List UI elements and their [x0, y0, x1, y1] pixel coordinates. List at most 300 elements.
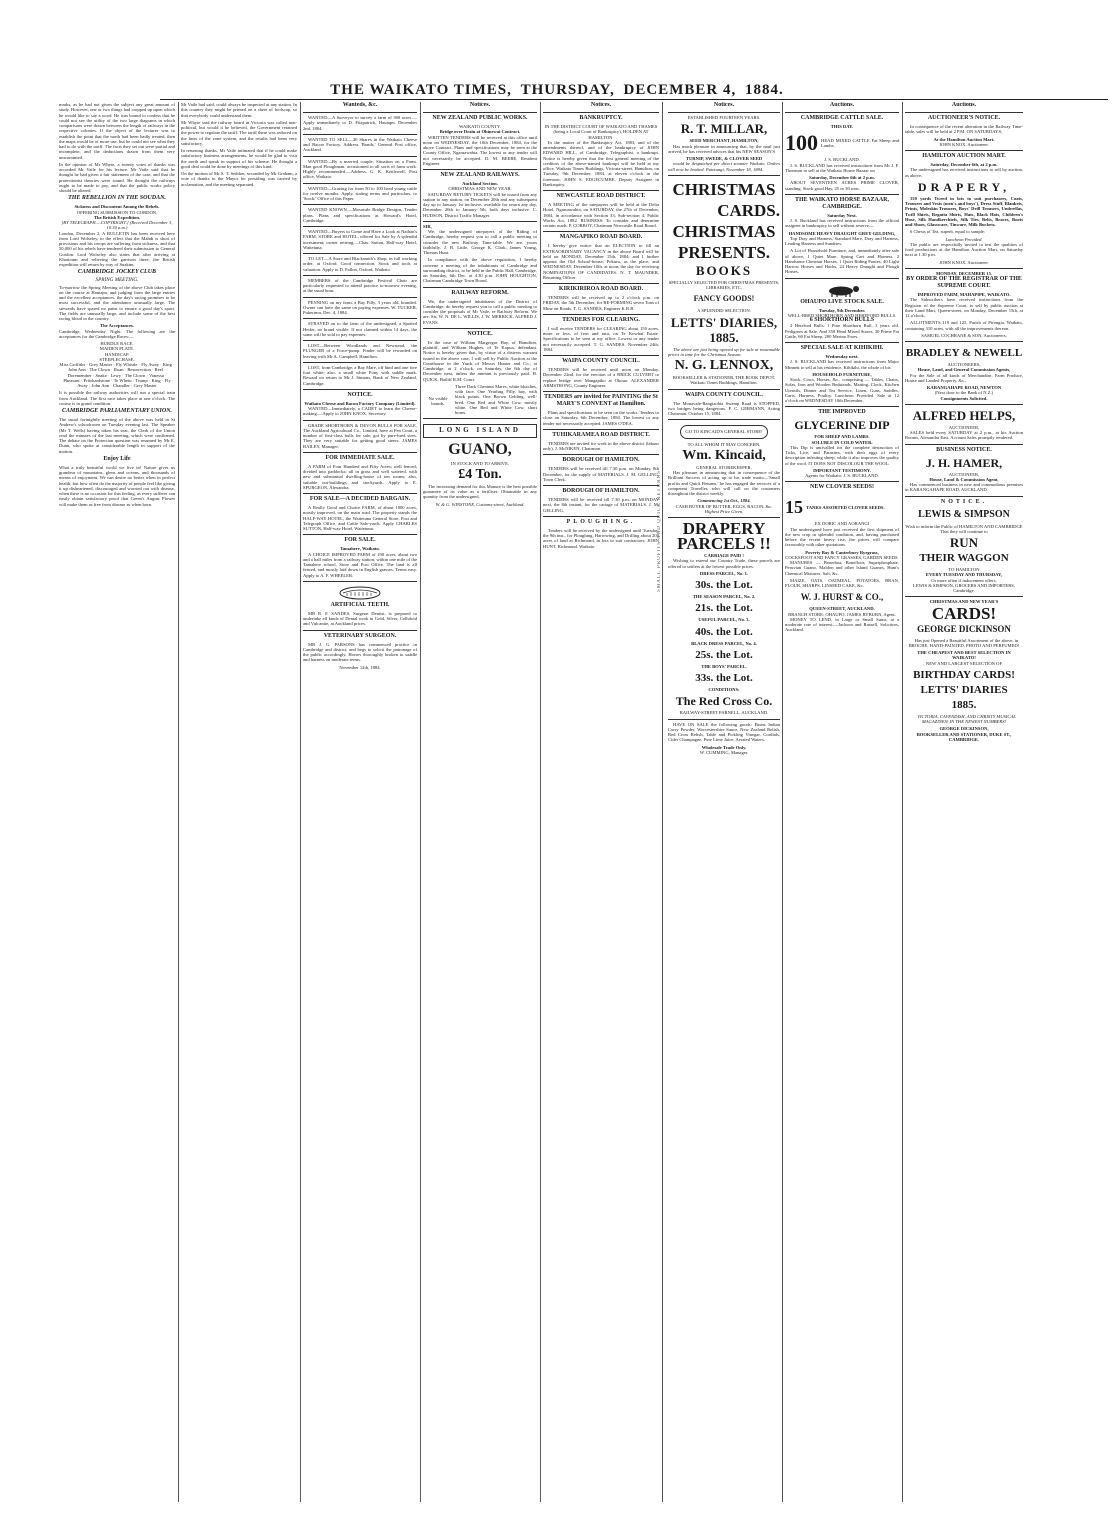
guano-ad — [423, 418, 537, 507]
ad-text: TENDERS are invited for work in the above district (labour only). J. McNIKEN, Chairman. — [543, 440, 659, 451]
dentures-icon — [337, 586, 383, 600]
race-title: HANDICAP. — [104, 351, 130, 357]
ad-heading: LONG ISLAND — [439, 426, 521, 435]
article-subheadline: OFFERING SUBMISSION TO GORDON. — [76, 209, 158, 215]
ad-text: MONEY TO LEND, in Large or Small Sums, at a moderate rate of interest.—Jackson and Russell, Solicitors, Auckland. — [785, 616, 899, 633]
guano-banner — [423, 424, 537, 437]
tanks-count: 15 — [785, 497, 803, 518]
ad-subheading: At the Hamilton Auction Mart. — [933, 136, 995, 142]
ad-heading: NOTICE. — [347, 391, 373, 398]
ad-heading: AUCTIONEER'S NOTICE. — [927, 115, 1001, 121]
ad-text: Tenders will be received by the undersigned until Tuesday, the 9th inst., for Ploughing, Harrowing, and Drilling about 200 acres of land at Richmond, in lots to suit contractors. JOHN HUNT, Richmond, Waikato. — [543, 527, 659, 549]
ad-text: LOST, from Cambridge, a Bay Mare, off hind and one fore foot white; also, a small white Pony with saddle mark. Reward on return to Mr J. Simons, Bank of New Zealand, Cambridge. — [303, 364, 417, 386]
ad-subheading: Or more often if inducement offers. — [931, 577, 997, 583]
ad-text: WRITTEN TENDERS will be received at this office until noon on WEDNESDAY, the 10th December, 1884, for the above Contract. Plans and specifications may be seen at the County Office, Ngaruawahia. The lowest or any tender will not necessarily be accepted. D. M. BEERE, Resident Engineer. — [423, 134, 537, 166]
ad-text: Has just Opened a Beautiful Assortment of the above, in BROCHE, HAND-PAINTED, PHOTO AND PERFUMED! — [908, 637, 1020, 648]
article-paragraph: marks, as he had not given the subject any great amount of study. However, one or two things had cropped up upon which he would like to say a word. He was bound to confess that he could not see the utility of the two large diagrams in which comparisons were drawn between the length of railways in the respective colonies. If the object of the lecturer was to establish the point that the north had been badly treated, then the maps would be of more use, but he could not see what they had to do with the tariff. The facts they set out were partial and incomplete, and the deductions drawn from them very unwarranted. — [59, 102, 175, 160]
auctioneer-name: BRADLEY & NEWELL — [905, 347, 1023, 359]
ad-subheading: HANDSOME HEAVY DRAUGHT GREY GELDING, — [788, 230, 896, 236]
drapery-title: PARCELS !! — [677, 534, 771, 553]
bookseller-name: GEORGE DICKINSON — [917, 623, 1011, 634]
ad-subheading: GENERAL STOREKEEPER, — [696, 464, 752, 470]
ad-text: 2 Hereford Bulls. 1 Pure Shorthorn Bull, 3 years old. Pedigrees at Sale. And 350 Head Mixed Stores, 30 Prime Fat Cattle, 60 Fat Sheep, 200 Merino Ewes. — [785, 323, 899, 339]
ad-signature: W. CUMMING, Manager. — [699, 749, 749, 755]
classified-ad — [303, 134, 417, 153]
article-headline: THE REBELLION IN THE SOUDAN. — [68, 195, 166, 202]
ad-text: I hereby give notice that an ELECTION to fill an EXTRAORDINARY VACANCY in the above Board will be held on MONDAY, December 15th, 1884; and I further appoint the Old School-house, Pokuru, as the place, and WEDNESDAY, December 10th, at noon, the day for receiving NOMINATIONS OF CANDIDATES. N. T. MAUNDER, Returning Officer. — [543, 243, 659, 280]
ad-subheading: House, Land, and General Commission Agents, — [917, 367, 1011, 373]
classified-ad — [303, 534, 417, 578]
classified-ad — [668, 719, 780, 756]
ad-subheading: WELL-BRED SHORTHORN AND HEREFORD BULLS. — [787, 312, 897, 318]
ad-heading: SIR, — [423, 223, 432, 229]
auctioneer-ad — [905, 341, 1023, 401]
masthead-date: DECEMBER 4, — [623, 82, 737, 98]
ad-date: November 12th, 1884. — [339, 664, 381, 670]
article-paragraph: The usual fortnightly meeting of the above was held in St Andrew's schoolroom on Tuesday evening last. The Speaker (Mr T. Wells) having taken his seat, the Clerk of the Union read the minutes of the last meeting, which were confirmed. The debate on the Protection question was resumed by Mr E. Dunn, who spoke at considerable length in support of the motion. — [59, 417, 175, 454]
ad-signature: LEWIS & SIMPSON, GROCERS AND IMPORTERS, Cambridge. — [913, 582, 1015, 593]
classified-ad — [303, 156, 417, 180]
classified-ad — [303, 275, 417, 294]
classified-ad — [543, 231, 659, 280]
stock-descriptions: Three Dark Chestnut Mares, white blotches, with face. One Yearling Filly, bay, with black points. One Brown Gelding, well-bred. One Red and White Cow, mostly white. One Red and White Cow; short horns. — [455, 383, 537, 415]
article-headline: CAMBRIDGE PARLIAMENTARY UNION. — [61, 408, 173, 414]
classified-ad — [785, 342, 899, 403]
classified-ad — [905, 112, 1023, 147]
ad-subheading: SOLUBLE IN COLD WATER. — [811, 439, 873, 445]
article-subheadline: SPRING MEETING. — [95, 277, 139, 284]
article-paragraph: Mr Whyte said the railway board in Victoria was called non-political, but would it be believed, the Government retained the power to regulate the tariff. The tariff there was reduced on the lines of the zone system, and the results had been very satisfactory. — [181, 119, 297, 146]
ad-text: In the case of William Margregor Hay, of Hamilton, plaintiff, and William Hughes, of Te Kopua, defendant. Notice is hereby given that, by virtue of a distress warrant issued in the above case, I will sell by Public Auction at the Courthouse in the Yards of Messrs Hunter and Co., at Cambridge, at 2 o'clock, on Saturday, the 6th day of December next, unless the amount is previously paid. H. QUICK, Bailiff R.M. Court. — [423, 339, 537, 382]
guano-price: £4 Ton. — [458, 466, 502, 482]
classified-ad — [543, 112, 659, 187]
merchant-name: W. J. HURST & CO., — [800, 592, 884, 603]
ad-subheading: MONDAY, DECEMBER 15. — [935, 270, 993, 276]
ad-text: In consequence of the recent alteration in the Railway Time-table, sales will be held at 2 P.M. ON SATURDAYS, — [905, 124, 1023, 135]
ad-heading: MANGAPIKO ROAD BOARD. — [559, 234, 643, 241]
ad-text: The increasing demand for this Manure is the best possible guarantee of its value as a fertiliser. Obtainable in any quantity from the undersigned, — [423, 483, 537, 500]
ad-subheading: Wholesale Trade Only. — [701, 744, 747, 750]
article-paragraph: In the opinion of Mr Whyte, a twenty votes of thanks was accorded Mr Vaile for his lecture. Mr Vaile said that he thought he had given a fair statement of the case, and that the protectionist theories were sound. He thought the railways ought to be made to pay, and that the public works policy should be altered. — [59, 161, 175, 193]
classified-ad — [303, 362, 417, 386]
ad-text: MR R. F. SANDES, Surgeon Dentist, is prepared to undertake all kinds of Dental work in Gold, Silver, Celluloid and Vulcanite, at Auckland prices. — [303, 610, 417, 627]
ad-text: 6 Chests of Tea, superb, equal to sample. — [910, 229, 986, 235]
race-entries: Miss Griffiths · Grey Master · Fly Whistle · Fly Away · King · John Ann · The Clown · Roan · Resurrection · Reel · Doremember · Snake · Lewy · The Clown · Vanessa · Pheasant · Pritchardstone · Te Whetu · Trump · King · Fly Away · John Ann · Chandler · Grey Master — [59, 362, 175, 388]
classified-ad — [543, 190, 659, 228]
classified-ad — [543, 429, 659, 452]
dip-title: GLYCERINE DIP — [794, 418, 890, 433]
masthead-weekday: THURSDAY, — [520, 82, 615, 98]
ad-subheading: IN STOCK AND TO ARRIVE. — [450, 460, 510, 466]
ad-subheading: AUCTIONEERS, — [947, 362, 981, 367]
ad-subheading: THIS DAY. — [830, 124, 854, 129]
ad-text: For the Sale of all kinds of Merchandise, Farm Produce, House and Landed Property, &c., — [905, 372, 1023, 383]
ad-subheading: Bridge over Drain at Ohinewai Contract. — [439, 129, 521, 135]
ad-text: ALLOTMENTS 119 and 125, Parish of Pirongia, Waikato, containing 310 acres, with all the improvements thereon. — [905, 320, 1023, 331]
ad-text: would be despatched per direct steamer Waikato. Orders will now be booked. Patetangi, November 18, 1884. — [668, 161, 780, 172]
ad-heading: NEWCASTLE ROAD DISTRICT. — [556, 193, 646, 199]
column-divider — [178, 102, 179, 1502]
ad-text: A CHOICE IMPROVED FARM of 190 acres, about two and a half miles from a railway station, within one mile of the Tamahere school, Store and Post Office. The land is all fenced, and mostly laid down in English grasses. Terms easy. Apply to A. F. WHEELER. — [303, 551, 417, 578]
classified-ad — [423, 169, 537, 218]
ad-subheading: Tuesday, 9th December. — [818, 307, 866, 313]
ad-text: A Really Good and Choice FARM, of about 1000 acres, mostly improved, on the main road. The property stands the HALF-WAY HOTEL, the Waitetuna General Store, Post and Telegraph Office, and Cattle Sale-yards. Apply CHARLES SUTTON, Half-way Hotel, Waitetuna. — [303, 505, 417, 531]
article-headline: CAMBRIDGE JOCKEY CLUB — [77, 269, 157, 276]
kincaid-name: Wm. Kincaid, — [682, 447, 766, 463]
ad-heading: WAIPA COUNTY COUNCIL. — [685, 391, 763, 398]
classified-ad — [905, 150, 1023, 265]
ad-heading: FOR IMMEDIATE SALE. — [325, 454, 395, 461]
classified-ad — [423, 221, 537, 284]
ad-heading: TENDERS FOR CLEARING. — [562, 316, 640, 323]
ad-subheading: Wednesday next. — [825, 354, 859, 359]
ad-text: In compliance with the above requisition, I hereby convene a meeting of the inhabitants of Cambridge and surrounding district, to be held in the Public Hall, Cambridge, on Saturday, 6th Dec. at 4.30 p.m. JOHN HOUGHTON, Chairman Cambridge Town Board. — [423, 257, 537, 284]
ad-subheading: Auckland Section. — [462, 181, 498, 186]
classified-ad — [905, 268, 1023, 338]
article-paragraph: On the motion of Mr S. T. Seddon, seconded by Mr Graham, a vote of thanks to the Mayor for presiding was carried by acclamation, and the meeting separated. — [181, 171, 297, 187]
race-title: MAIDEN PLATE. — [99, 346, 135, 352]
ad-text: VICTORIA, CAVENDISH, AND CHRISTY MUSICAL MAGAZINES! IN THE NEWEST NUMBERS! — [917, 713, 1016, 724]
parcel-price: 33s. the Lot. — [695, 672, 753, 684]
column-divider — [662, 102, 663, 1502]
ad-subheading: AUCTIONEER, — [948, 471, 980, 477]
parcel-price: 30s. the Lot. — [695, 579, 753, 591]
cattle-count: 100 — [785, 130, 818, 156]
cattle-sale-ad — [785, 112, 899, 191]
ad-subheading: TO ALL WHOM IT MAY CONCERN. — [687, 441, 761, 447]
ad-signature: BOOKSELLER AND STATIONER, DUKE ST., CAMBRIDGE. — [916, 731, 1012, 742]
column-7 — [785, 102, 899, 1507]
kincaid-oval — [680, 425, 768, 438]
ad-subheading: Saturday Next. — [827, 212, 857, 218]
ad-heading: CAMBRIDGE CATTLE SALE. — [800, 115, 884, 121]
ad-subheading: WAIKATO COUNTY. — [459, 124, 501, 129]
race-title: STEEPLECHASE. — [99, 356, 135, 362]
column-2 — [181, 102, 297, 1507]
ad-text: SATURDAY RETURN TICKETS will be issued from any station to any station, on December 20th and any subsequent day up to January 1st inclusive, available for return any day, December 26th to January 5th, both days inclusive. C. HUDSON, District Traffic Manager. — [423, 191, 537, 218]
ad-text: J. S. BUCKLAND has received instructions from Mr J. F. Thomson to sell at the Waikato House Bazaar on — [785, 162, 899, 173]
ad-text: The Monavale-Rangiaohia Swamp Road is STOPPED, two bridges being dangerous. F. C. GERMANN, Acting Chairman. October 15, 1884. — [668, 400, 780, 416]
ad-heading: TENDERS are invited for PAINTING the St MARY'S CONVENT at Hamilton. — [544, 394, 658, 407]
classified-ad — [303, 253, 417, 272]
ad-text: MAIZE, OATS, OATMEAL, POTATOES, BRAN, FLOUR, SHARPS, LINSEED CAKE, &c. — [785, 577, 899, 588]
auctioneer-ad — [905, 404, 1023, 441]
ad-heading: TUHIKARAMEA ROAD DISTRICT. — [552, 431, 650, 438]
ad-subheading: IN THE DISTRICT COURT OF WAIKATO AND THAMES (being a Local Court of Bankruptcy), HOLDEN AT HAMILTON. — [544, 124, 658, 140]
classified-ad — [303, 420, 417, 449]
waggon-ad — [905, 496, 1023, 594]
ad-signature: W. & G. WINSTONE, Customs-street, Auckland. — [435, 501, 525, 507]
classified-ad — [303, 581, 417, 627]
masthead-year: 1884. — [744, 82, 784, 98]
ad-text: WANTED—Buyers to Come and Have a Look at Nathan's FARM, STORE and HOTEL, offered for Sale by A splendid investment; owner retiring.—Chas. Sutton, Half-way Hotel, Waitetuna. — [303, 229, 417, 250]
ad-text: We, the undersigned inhabitants of the District of Cambridge, do hereby request you to call a public meeting to consider the proposals of Mr Vaile, re Railway Reform. We are, Sir, W. N. DE L. WILLIS, J. W. MERRICK, ALFRED J. EVANS. — [423, 298, 537, 325]
ad-text: This Dip is unrivalled for the complete destruction of Ticks, Lice, and Parasites, with their eggs of every description infesting sheep, while it also improves the quality of the wool. IT DOES NOT DISCOLOUR THE WOOL. — [785, 444, 899, 466]
classified-ad — [303, 318, 417, 337]
column-5 — [543, 102, 659, 1507]
ad-heading: RAILWAY REFORM. — [451, 289, 509, 296]
ad-text: The public are respectfully invited to test the qualities of food productions at the Hamilton Auction Mart, on Saturday next at 1.30 p.m. — [905, 241, 1023, 258]
ad-text: Has much pleasure in announcing that, by the mail just arrived, he has received advices that his NEW SEASON'S — [668, 143, 780, 154]
ad-text: Has commenced business in new and commodious premises in KARANGAHAPE ROAD, AUCKLAND. — [905, 482, 1023, 493]
ad-subheading: CASH BUYER OF BUTTER, EGGS, BACON, &c. — [675, 503, 773, 509]
ad-subheading: House, Land & Commission Agent, — [929, 476, 999, 482]
parcel-price: 25s. the Lot. — [695, 648, 753, 661]
ad-text: In the matter of the Bankruptcy Act, 1883, and of the amendments thereof, and of the bankruptcy of JOHN EDWARD HILL, of Cambridge, Telegraphist, a bankrupt. Notice is hereby given that the first general meeting of the creditors of the above-named bankrupt will be held at my office, Waikato Times Buildings, Victoria-street, Hamilton, on Tuesday, 9th December, 1884, at eleven o'clock in the forenoon. JOHN S. EDGECUMBE, Deputy Assignee in Bankruptcy. — [543, 139, 659, 187]
ad-signature: JOHN KNOX, Auctioneer. — [939, 259, 989, 265]
ad-signature: J. S. BUCKLAND. — [824, 157, 860, 163]
firm-name: LEWIS & SIMPSON — [918, 508, 1010, 520]
auctioneer-name: J. H. HAMER, — [925, 455, 1003, 470]
classified-ad — [543, 391, 659, 426]
bull-icon — [819, 283, 865, 297]
ad-heading: FOR SALE. — [344, 537, 376, 544]
ad-heading: WAIPA COUNTY COUNCIL. — [562, 358, 640, 364]
stock-list — [423, 384, 537, 416]
column-8 — [905, 102, 1023, 1507]
ad-text: TENDERS will be received until noon on Monday, December 22nd, for the erection of a BRICK CULVERT to replace bridge over Mangapiko at Okouo. ALEXANDER ARMSTRONG, County Engineer. — [543, 367, 659, 388]
ad-signature: JOHN KNOX, Auctioneer. — [939, 141, 989, 147]
classified-ad — [423, 112, 537, 166]
seed-merchant-ad — [668, 112, 780, 172]
auctioneer-ad — [905, 444, 1023, 493]
ad-subheading: AUCTIONEER, — [948, 424, 980, 430]
column-divider — [300, 102, 301, 1502]
ad-subheading: CHRISTMAS AND NEW YEAR'S — [929, 599, 999, 605]
classified-ad — [668, 389, 780, 417]
ad-subheading: HOUSEHOLD FURNITURE, — [812, 371, 872, 377]
ad-heading: NOTICE. — [467, 330, 493, 337]
red-cross-name: The Red Cross Co. — [675, 694, 773, 709]
ad-text: WANTED—Immediately, a CADET to learn the Cheese-making.—Apply to JOHN KNOX, Secretary. — [303, 406, 417, 417]
ad-text: Plans and specifications to be seen on the works. Tenders to close on Saturday, 6th December, 1884. The lowest or any tender not necessarily accepted. JAMES O'DEA. — [543, 410, 659, 426]
ad-subheading: NEW AND LARGEST SELECTION OF — [925, 660, 1003, 666]
ad-text: ABOUT SEVENTEEN ACRES PRIME CLOVER, standing. Stock good Hay, 25 or 30 tons. — [785, 180, 899, 191]
ad-text: WANTED—By a married couple, Situation on a Farm. Man good Ploughman, accustomed to all sorts of farm work. Highly recommended.—Address, G. K. Kettlewell, Post office, Waikato. — [303, 158, 417, 180]
ad-heading: PLOUGHING. — [566, 518, 636, 525]
classified-ad — [303, 340, 417, 359]
ad-text: Wishing to extend our Country Trade, these parcels are offered to settlers at the lowest possible prices. — [668, 558, 780, 569]
column-3 — [303, 102, 417, 1507]
glycerine-dip-ad — [785, 406, 899, 478]
classified-ad — [303, 297, 417, 316]
section-heading: Wanteds, &c. — [342, 102, 378, 108]
ad-subheading: ESTABLISHED FOURTEEN YEARS. — [687, 115, 761, 120]
ad-heading: OHAUPO LIVE STOCK SALE. — [800, 298, 884, 305]
classified-ad — [543, 283, 659, 311]
ad-text: Top Dray and Harness, Standard Mare, Dray and Harness, Leading Harness and Sundries. — [785, 235, 899, 246]
ad-subheading: SEED MERCHANT, HAMILTON, — [689, 138, 759, 144]
birthday-cards-title: BIRTHDAY CARDS! — [913, 668, 1015, 681]
ad-text: MANURES — Bonedust, Bonefloor, Superphosphate, Peruvian Guano, Maldon and other Island Guanos, Hunt's Chemical Mixtures, Salt, &c. — [785, 560, 899, 576]
article-paragraph: London, December 2. A BULLETIN has been received here from Lord Wolseley, to the effect that the Mahdi is short of provisions and his troops are suffering from sickness, and that 50,000 of his rebels have tendered their submission to General Gordon. Lord Wolseley also states that after arriving at Khartoum and relieving the garrison there, the British expedition will return by way of Suakim. — [59, 230, 175, 267]
ad-text: Wish to inform the Public of HAMILTON AND CAMBRIDGE That they will continue to — [905, 523, 1023, 534]
classified-ad — [543, 485, 659, 513]
column-divider — [782, 102, 783, 1502]
parcel-title: USEFUL PARCEL, No. 3. — [698, 617, 750, 623]
ad-subheading: 6 SHORTHORN BULLS — [809, 317, 875, 323]
ad-subheading: FOR SHEEP AND LAMBS. — [814, 434, 870, 440]
guano-title: GUANO, — [448, 440, 512, 458]
christmas-title: PRESENTS. — [677, 242, 771, 262]
ad-text: A FARM of Four Hundred and Fifty Acres; well fenced; divided into paddocks; all in grass and well watered, with new and substantial dwelling-house of ten rooms; also, suitable out-buildings and stockyards. Apply to E. SPURGEON, Alexandra. — [303, 463, 417, 490]
article-subheadline: The Acceptances. — [100, 323, 134, 329]
ad-subheading: Consignments Solicited. — [940, 395, 988, 401]
column-divider — [540, 102, 541, 1502]
ad-subheading: Poverty Bay & Canterbury Ryegrass, — [805, 549, 879, 555]
ad-subheading: QUEEN-STREET, AUCKLAND. — [809, 606, 875, 612]
ad-text: TO LET—A Store and Blacksmith's Shop, in full working order, at Oxford. Good connection. Stock and tools at valuation. Apply to D. Fallon, Oxford, Waikato. — [303, 256, 417, 272]
ad-text: WANTED—A Surveyor to survey a farm of 300 acres.—Apply immediately to D. Fitzpatrick, Hautapu. December 2nd, 1884. — [303, 115, 417, 131]
ad-subheading: IMPROVED FARM, MAHAPIPE, WAIKATO. — [917, 292, 1011, 297]
column-1 — [59, 102, 175, 1507]
parcel-title: THE SEASON PARCEL, No. 2. — [692, 594, 756, 599]
ad-text: MR J. G. PARSONS has commenced practice in Cambridge and district, and begs to solicit the patronage of the public accordingly. Horses thoroughly broken to saddle and harness on moderate terms. — [303, 641, 417, 663]
column-divider — [902, 102, 903, 1502]
race-title: HURDLE RACE. — [100, 341, 134, 346]
article-paragraph: What a truly beautiful world we live in! Nature gives us grandeur of mountains, glens and oceans, and thousands of means of enjoyment. We can desire no better when in perfect health; but how often do the majority of people feel like giving it up disheartened, discouraged and worried out with disease, when there is no occasion for this feeling, as every sufferer can easily obtain satisfactory proof that Green's August Flower will make them as free from disease as when born. — [59, 464, 175, 507]
ad-text: I will receive TENDERS for CLEARING about 150 acres, more or less, of fern and tutu, on Te Kowhai Estate. Specifications to be seen at my office. Lowest or any tender not necessarily accepted. T. G. SANDES. November 24th, 1884. — [543, 325, 659, 352]
classified-ad — [303, 630, 417, 670]
classified-ad — [303, 226, 417, 250]
ad-text: WANTED KNOWN.—Mosavale Bridge Designs. Tender plans. Plans and specifications at Howard's Hotel, Cambridge. — [303, 207, 417, 223]
bookseller-name: N. G. LENNOX, — [674, 358, 774, 373]
parcel-title: THE BOYS' PARCEL. — [701, 663, 747, 669]
merchant-name: R. T. MILLAR, — [680, 121, 768, 137]
ad-text: The undersigned has received instructions to sell by auction, as above, — [905, 167, 1023, 178]
christmas-title: CHRISTMAS — [672, 179, 776, 199]
ad-subheading: Saturday, December 6th, at 2 p.m. — [930, 162, 998, 167]
ad-text: J. S. Buckland has received instructions from the official assignee in bankruptcy to sell without reserve— — [785, 218, 899, 229]
article-headline: Enjoy Life — [103, 455, 131, 462]
classified-ad — [543, 516, 659, 549]
ad-text: The undersigned have just received the first shipment of the new crop in splendid condition, and, having purchased before the recent heavy rise, the prices will compare favourably with other quotations. — [785, 526, 899, 548]
ad-subheading: Waikato Cheese and Bacon Factory Company (Limited). — [304, 400, 416, 406]
ad-subheading: THE CHEAPEST AND BEST SELECTION IN WAIKATO! — [917, 650, 1011, 661]
classified-ad — [303, 112, 417, 131]
diaries-year: 1885. — [951, 698, 977, 711]
ad-subheading: Tamahere, Waikato. — [340, 546, 380, 552]
ad-text: A Lot of Household Furniture, and, immediately after sale of above, 1 Quiet Mare, Spring Cart and Harness. 2 Handsome Chestnut Horses, 1 Quiet Riding Ponies, 40 Light Harrow Horses and Hacks, 24 Heavy Draught and Plough Horses. — [785, 248, 899, 275]
ad-subheading: CONDITIONS: — [708, 687, 740, 692]
kincaid-ad — [668, 419, 780, 514]
ad-heading: BOROUGH OF HAMILTON. — [562, 457, 640, 464]
ad-subheading: RAILWAY-STREET PARNELL, AUCKLAND. — [679, 710, 769, 716]
article-subheadline: The British Expedition. — [93, 214, 141, 220]
ad-signature: SAMUEL COCHRANE & SON, Auctioneers. — [921, 332, 1007, 338]
parcel-price: 21s. the Lot. — [695, 602, 753, 615]
article-subheadline: Sickness and Discontent Among the Rebels. — [74, 204, 160, 210]
article-paragraph: Cambridge, Wednesday Night. The following are the acceptances for the Cambridge Races:— — [59, 328, 175, 339]
ad-text: TENDERS will be received up to 2 o'clock p.m. on FRIDAY, the 5th December, for RE-FORMING seven Tons of Mine on Roads. T. G. SANDES, Engineer K.R.B. — [543, 295, 659, 311]
ad-text: J. S. BUCKLAND has received instructions from Major Minnett to sell at his residence, Kihikihi, the whole of his — [785, 359, 899, 370]
ad-text: STRAYED on to the farm of the undersigned, a Spotted Heifer, no brand visible. If not claimed within 14 days, the same will be sold to pay expenses. — [303, 321, 417, 337]
bookseller-name: GEORGE DICKINSON, — [939, 726, 989, 732]
drapery-title: DRAPERY — [682, 519, 766, 538]
diaries-year: 1885. — [709, 329, 739, 345]
ad-subheading: CARRIAGE PAID ! — [704, 553, 744, 558]
column-4 — [423, 102, 537, 1507]
christmas-title: CARDS. — [717, 200, 780, 220]
cards-title: CARDS! — [931, 603, 997, 623]
ad-text: LOST—Between Woodlands and Newstead, the PLUNGER of a Force-pump. Finder will be rewarded on leaving with Mr A. Campbell, Hamilton. — [303, 343, 417, 359]
auctioneer-name: ALFRED HELPS, — [912, 407, 1016, 423]
section-heading: Auctions. — [829, 102, 855, 108]
cattle-count-row — [785, 129, 899, 157]
classified-ad — [543, 355, 659, 388]
ad-heading: VETERINARY SURGEON. — [323, 632, 397, 639]
ad-heading: KIRIKIRIROA ROAD BOARD. — [558, 286, 644, 292]
waggon-title: THEIR WAGGON — [919, 552, 1009, 564]
article-paragraph: Mr Vaile had said, could always be inspected at any station. In this country they might be printed on a sheet of foolscap, so that everybody could understand them. — [181, 102, 297, 118]
books-title: BOOKS — [695, 262, 753, 278]
drapery-title: DRAPERY, — [917, 179, 1011, 194]
ad-heading: NEW CLOVER SEEDS! — [810, 484, 874, 491]
masthead-rule — [160, 99, 1108, 100]
diaries-title: LETTS' DIARIES, — [670, 314, 778, 330]
tanks-row — [785, 493, 899, 521]
kincaid-vertical-banner: SMALL PROFITS AND QUICK RETURNS — [657, 470, 662, 592]
parcel-price: 40s. the Lot. — [695, 625, 753, 638]
article-paragraph: In returning thanks, Mr Vaile intimated that if he could make satisfactory business arrangements, he would be glad to visit the north and speak in support of his scheme. He thought a good deal could be done by meetings of this kind. — [181, 148, 297, 169]
ad-text: Has pleasure in announcing that in consequence of the Brilliant Success of acting up to his trade motto—'Small profits and Quick Returns,' he has engaged the services of a competent Traveller, who will call on the customers throughout the district weekly. — [668, 470, 780, 496]
ad-subheading: CHRISTMAS AND NEW YEAR. — [448, 186, 512, 192]
ad-subheading: IMPORTANT TESTIMONY. — [813, 467, 871, 473]
ad-subheading: Commencing 1st Oct., 1884. — [697, 498, 751, 504]
classified-ad — [303, 183, 417, 202]
ad-subheading: Luncheon Provided. — [945, 236, 983, 242]
ad-subheading: SPECIALLY SELECTED FOR CHRISTMAS PRESENTS, LIBRARIES, ETC. — [668, 279, 780, 290]
ad-text: HEAD MIXED CATTLE Fat Sheep and Lambs. — [821, 138, 899, 149]
classified-ad — [303, 389, 417, 417]
ad-subheading: BRANCH STORE: OHAUPO. JAMES RYBURN, Agent. — [788, 611, 896, 617]
ad-text: TENDERS will be received till 7.30 p.m. on MONDAY next, the 8th instant, for the cartage of MATERIALS. J. M. GELLING. — [543, 497, 659, 513]
classified-ad — [303, 493, 417, 531]
ad-heading: NEW ZEALAND PUBLIC WORKS. — [432, 115, 528, 121]
article-paragraph: To-morrow the Spring Meeting of the above Club takes place on the course at Hautapu, and judging from the large entries and the excellent acceptances, the day's racing promises to be most successful, and the attendance unusually large. The stewards have spared no pains to ensure a good day's sport. The fields are unusually large, and include some of the best racing blood in the country. — [59, 284, 175, 321]
run-title: RUN — [949, 535, 979, 550]
section-heading: Notices. — [469, 102, 491, 108]
ad-heading: BUSINESS NOTICE. — [936, 446, 992, 453]
ad-text: HAVE ON SALE the following goods: Finest Indian Curry Powder, Worcestershire Sauce, New Zealand Relish, Red Cross Relish, Table and Pickling Vinegar, Cordials, Cider Champagne, Pure Lime Juice, Aerated Waters. — [668, 721, 780, 743]
kincaid-oval-text: GO TO KINCAID'S GENERAL STORE! — [685, 429, 763, 435]
masthead-title: THE WAIKATO TIMES, — [330, 82, 512, 98]
ad-heading: BY ORDER OF THE REGISTRAR OF THE SUPREME COURT. — [906, 276, 1022, 289]
ad-signature: Agents for Waikato: J. S. BUCKLAND. — [805, 473, 879, 478]
ad-subheading: Saturday, December 6th at 2 p.m. — [809, 175, 875, 180]
ad-text: PENNING on my farm, a Bay Filly, 3 years old, branded. Owner can have the same on paying expenses. W. TUCKER, Pukerimu, Dec. 4, 1884. — [303, 299, 417, 315]
ad-subheading: EVERY TUESDAY AND THURSDAY, — [925, 572, 1003, 578]
ad-subheading: (Next door to the Bank of N.Z.) — [934, 390, 994, 396]
section-heading: Auctions. — [951, 102, 977, 108]
ad-text: We, the undersigned ratepayers of the Riding of Cambridge, hereby request you to call a public meeting to consider the new Railway Time-table. We are, yours faithfully. J. B. Little, George K. Clark, James Young, Thomas Hunt. — [423, 229, 537, 255]
ad-heading: HAMILTON AUCTION MART. — [922, 153, 1006, 159]
ad-text: A MEETING of the ratepayers will be held at the Delta Hotel, Ngaruawahia, on SATURDAY, the 27th of December, 1884, in accordance with Section 33, Sub-section 4, Public Works Act, 1882. BUSINESS: To consider and determine certain roads. P. CORBOY, Chairman Newcastle Road Board. — [543, 202, 659, 228]
drapery-ad — [668, 517, 780, 716]
classified-ad — [423, 287, 537, 325]
ad-text: SALES held every SATURDAY at 2 p.m., at his Auction Rooms, Alexandra East. Account Sales promptly rendered. — [905, 430, 1023, 441]
ad-subheading: KARANGAHAPE ROAD, NEWTON — [926, 385, 1002, 390]
ad-heading: BOROUGH OF HAMILTON. — [562, 488, 640, 494]
ad-heading: BANKRUPTCY. — [579, 115, 623, 121]
ad-subheading: EX DORIC AND AORANGI — [814, 521, 870, 527]
diaries-title: LETTS' DIARIES — [920, 683, 1008, 696]
section-heading: Notices. — [713, 102, 735, 108]
ad-text: The above are just being opened up for sale at reasonable prices in time for the Christmas Season. — [668, 346, 780, 357]
masthead — [0, 82, 1114, 98]
dickinson-cards-ad — [905, 596, 1023, 742]
ad-subheading: TURNIP, SWEDE, & CLOVER SEED — [685, 156, 763, 161]
